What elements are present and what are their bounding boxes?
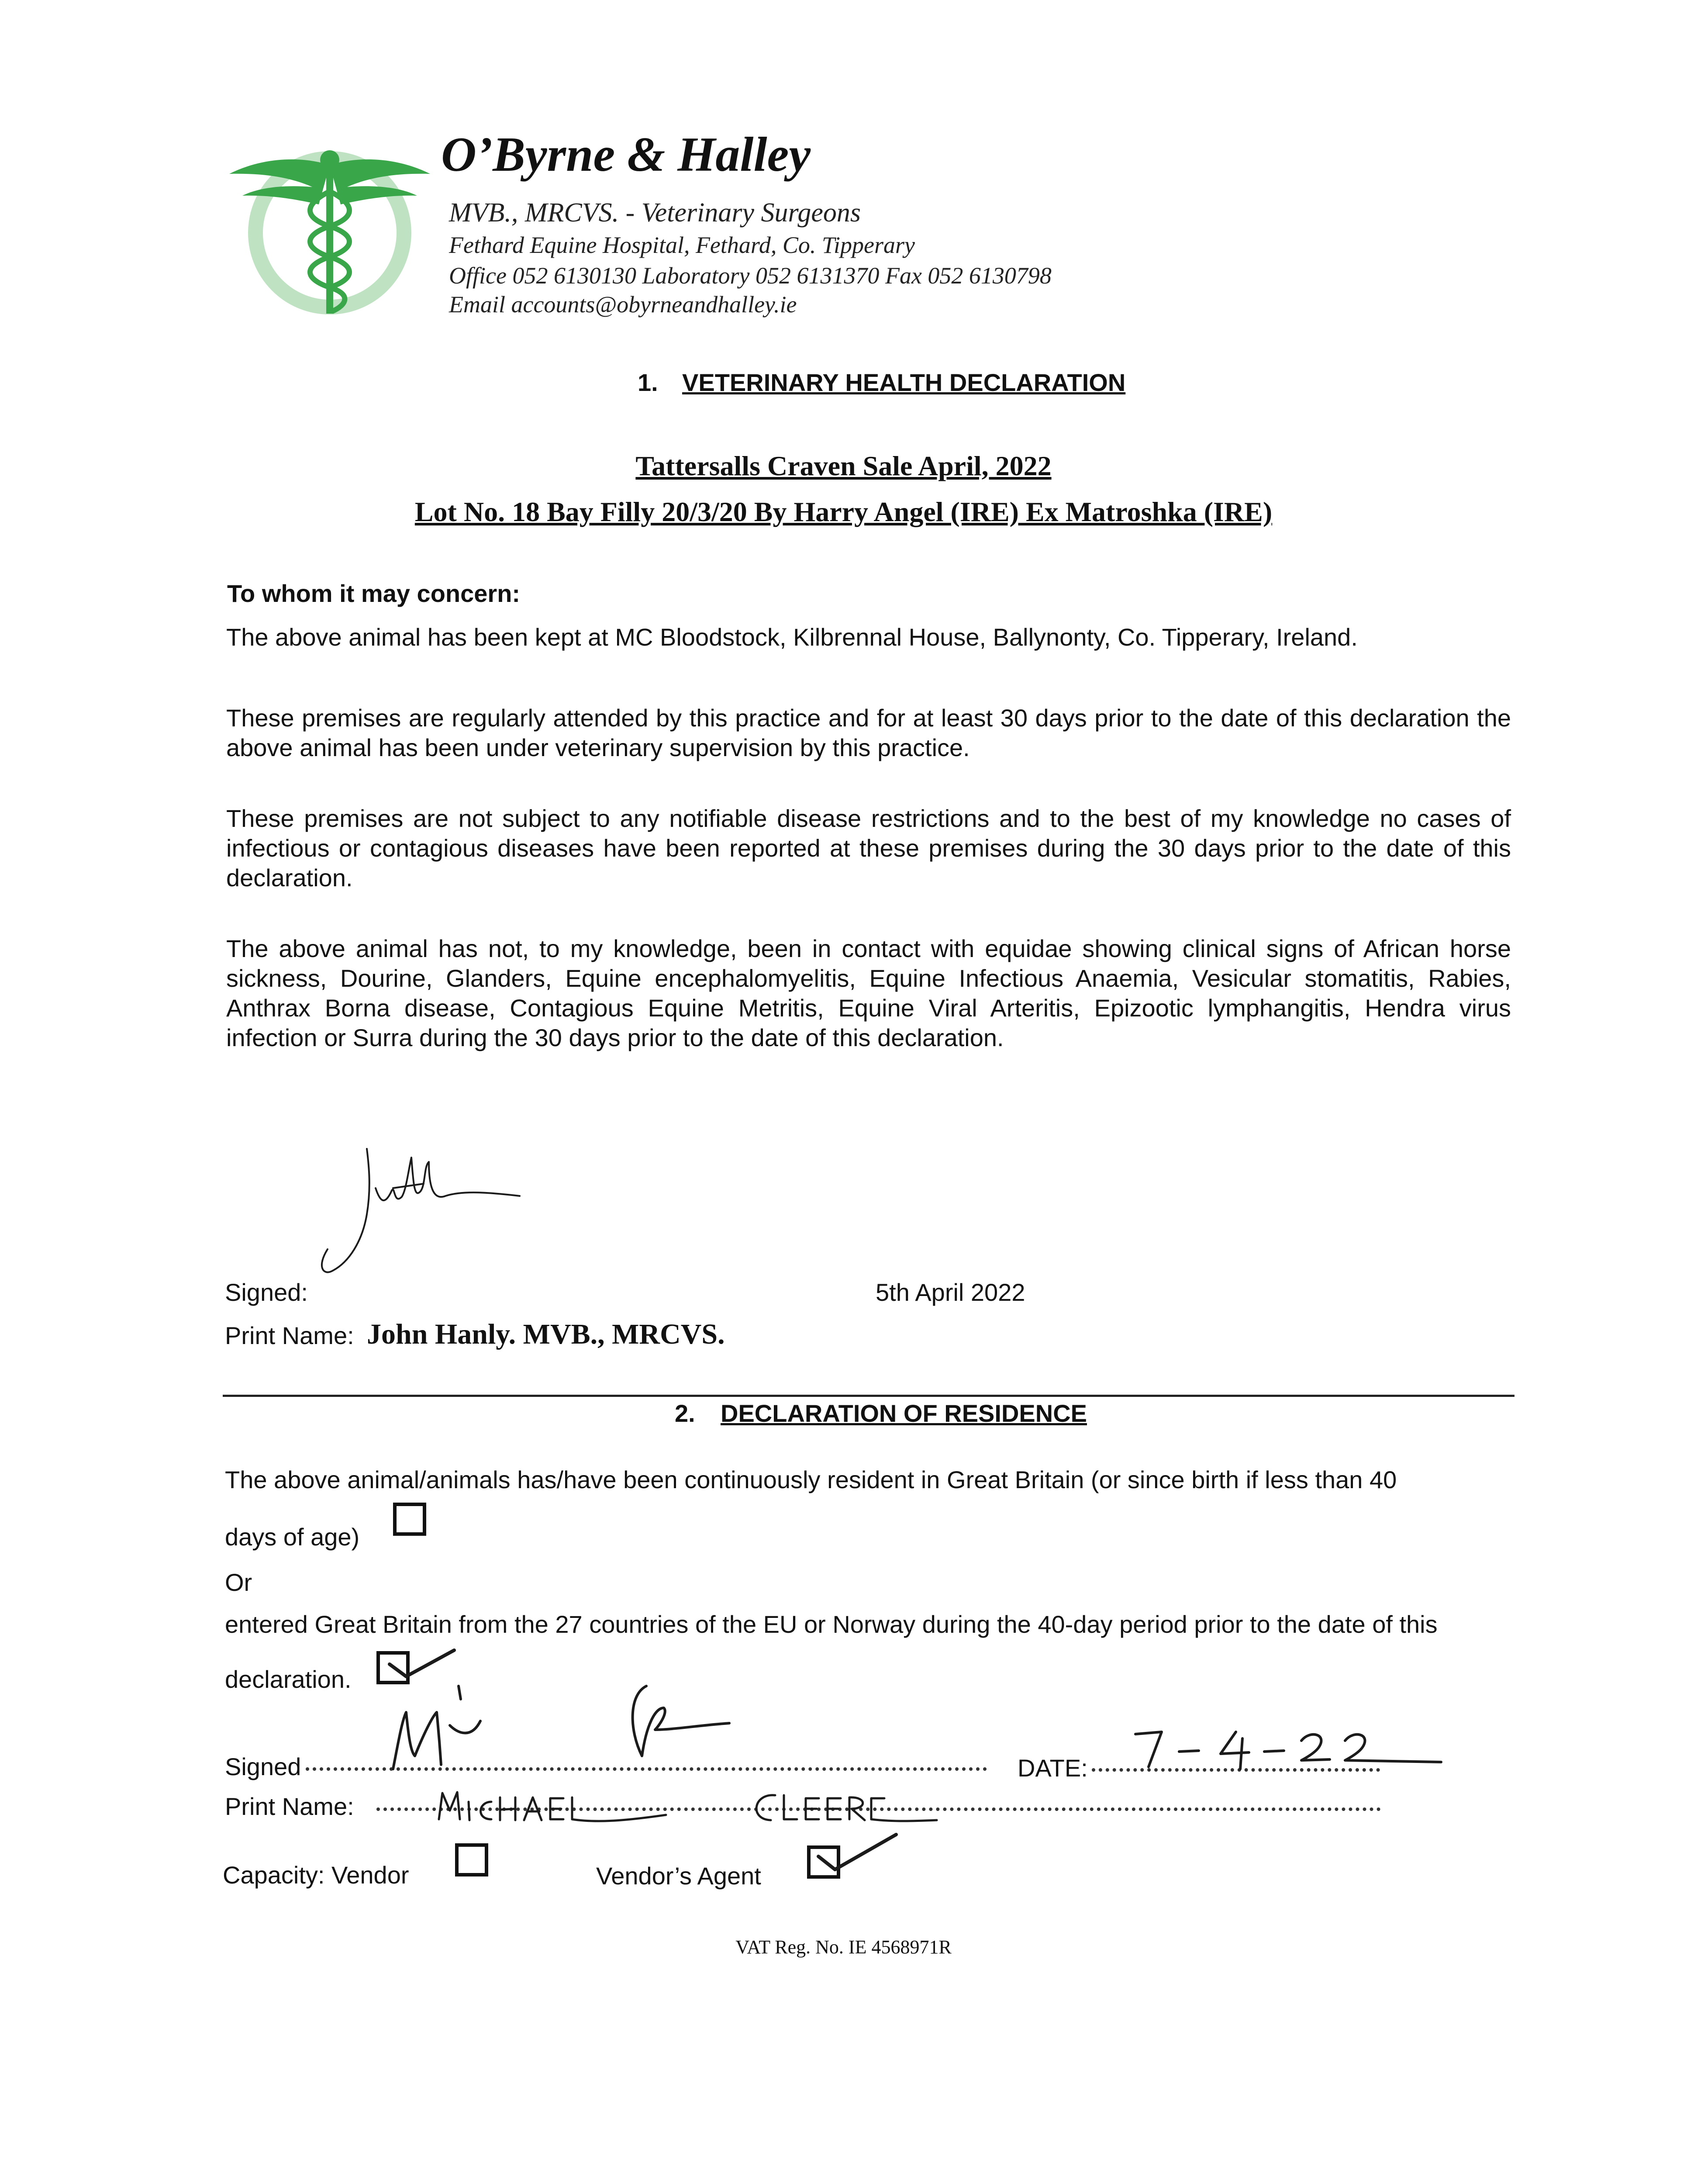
vendor-agent-handwritten-signature (384, 1669, 742, 1782)
declaration-paragraph: These premises are not subject to any notifiable disease restrictions and to the best of my knowledge no cases of infectious or contagious diseases have been reported at these premises during the 30 days prior to the date of this declaration. (226, 805, 1511, 892)
handwritten-print-name (435, 1780, 1002, 1828)
section-divider (223, 1395, 1515, 1397)
firm-qualifications: MVB., MRCVS. - Veterinary Surgeons (449, 198, 861, 228)
firm-phone-numbers: Office 052 6130130 Laboratory 052 6131370 Fax 052 6130798 (449, 263, 1052, 289)
vendors-agent-label: Vendor’s Agent (596, 1862, 761, 1890)
salutation: To whom it may concern: (227, 580, 521, 607)
vat-registration: VAT Reg. No. IE 4568971R (735, 1936, 952, 1958)
or-label: Or (225, 1569, 252, 1596)
resident-checkbox[interactable] (393, 1503, 426, 1536)
section-2-signed-label: Signed (225, 1753, 301, 1780)
residence-statement: The above animal/animals has/have been continuously resident in Great Britain (or since birth if less than 40 (225, 1466, 1397, 1493)
sale-title: Tattersalls Craven Sale April, 2022 (635, 450, 1052, 481)
declaration-paragraph: The above animal has not, to my knowledge, been in contact with equidae showing clinical signs of African horse sickness, Dourine, Glanders, Equine encephalomyelitis, Equine Infectious Anaemia, Vesicular stomatitis, Rabies, Anthrax Borna disease, Contagious Equine Metritis, Equine Viral Arteritis, Epizootic lymphangitis, Hendra virus infection or Surra during the 30 days prior to the date of this declaration. (226, 935, 1511, 1051)
declaration-paragraph: The above animal has been kept at MC Bloodstock, Kilbrennal House, Ballynonty, Co. Tipperary, Ireland. (226, 623, 1358, 651)
vet-handwritten-signature (314, 1140, 542, 1289)
firm-email: Email accounts@obyrneandhalley.ie (449, 291, 797, 318)
entry-statement-continued: declaration. (225, 1666, 352, 1693)
firm-address: Fethard Equine Hospital, Fethard, Co. Tipperary (449, 232, 915, 258)
handwritten-date (1118, 1717, 1450, 1778)
residence-statement-continued: days of age) (225, 1523, 360, 1551)
section-1-print-name: John Hanly. MVB., MRCVS. (367, 1318, 725, 1350)
agent-checkmark-icon (813, 1826, 900, 1878)
caduceus-logo-icon (225, 139, 435, 322)
firm-name: O’Byrne & Halley (441, 128, 811, 182)
declaration-paragraph: These premises are regularly attended by this practice and for at least 30 days prior to the date of this declaration the above animal has been under veterinary supervision by this practice. (226, 704, 1511, 761)
capacity-vendor-label: Capacity: Vendor (223, 1861, 409, 1889)
section-2-date-label: DATE: (1018, 1754, 1088, 1782)
vendor-checkbox[interactable] (455, 1843, 488, 1876)
lot-title: Lot No. 18 Bay Filly 20/3/20 By Harry Angel (IRE) Ex Matroshka (IRE) (414, 496, 1273, 527)
section-1-number: 1. (638, 369, 658, 396)
section-2-print-name-label: Print Name: (225, 1793, 354, 1820)
section-1-date: 5th April 2022 (876, 1279, 1025, 1306)
section-2-title: DECLARATION OF RESIDENCE (721, 1400, 1087, 1427)
section-1-print-name-label: Print Name: (225, 1322, 354, 1349)
entry-statement: entered Great Britain from the 27 countries of the EU or Norway during the 40-day period prior to the date of this (225, 1610, 1438, 1638)
section-2-number: 2. (675, 1400, 695, 1427)
section-1-signed-label: Signed: (225, 1279, 308, 1306)
section-1-title: VETERINARY HEALTH DECLARATION (682, 369, 1126, 396)
